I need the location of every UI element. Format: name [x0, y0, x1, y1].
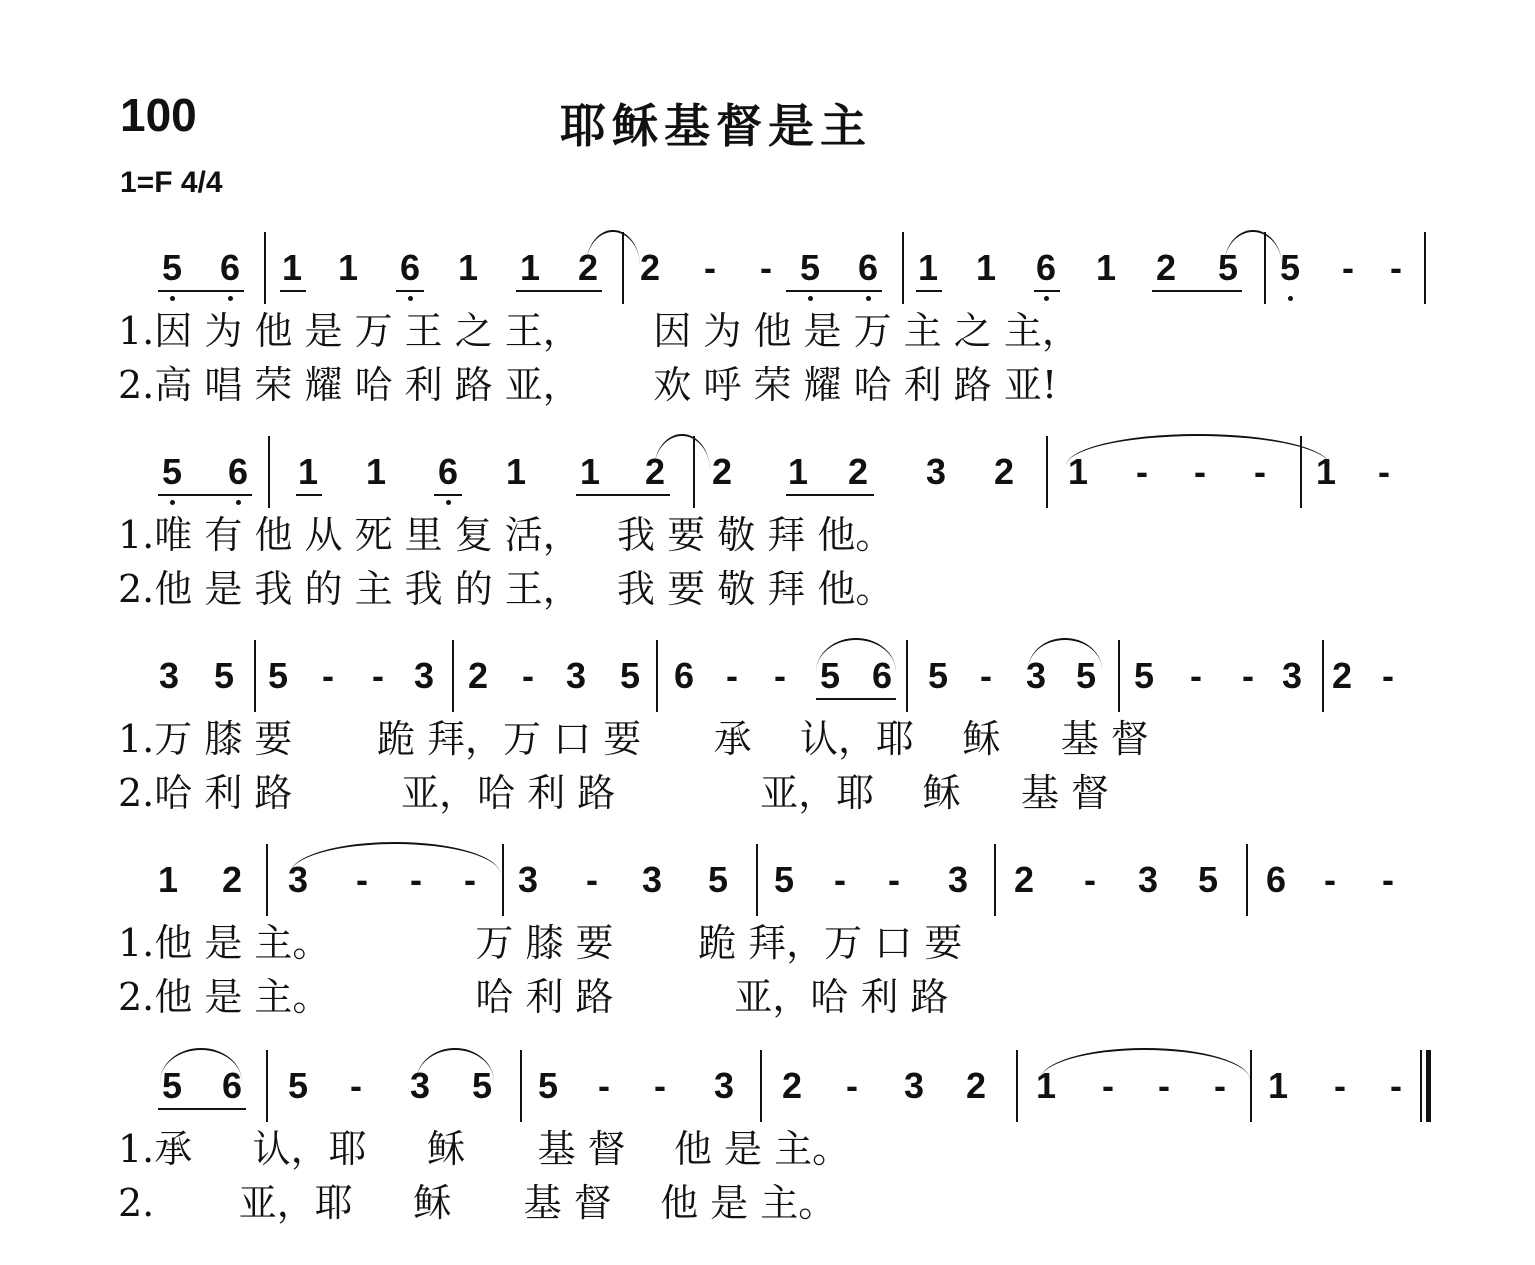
hold-dash: - — [654, 1065, 666, 1106]
tie-arc — [1066, 434, 1330, 466]
bar-line — [656, 640, 658, 712]
hold-dash: - — [356, 859, 368, 900]
lyric-verse-1: 1.因 为 他 是 万 王 之 王， 因 为 他 是 万 主 之 主， — [118, 309, 1080, 353]
octave-dot-below — [170, 500, 175, 505]
bar-line — [994, 844, 996, 916]
music-note: 5 — [213, 655, 235, 696]
music-note: 3 — [925, 451, 947, 492]
hold-dash: - — [888, 859, 900, 900]
hold-dash: - — [1254, 451, 1266, 492]
hold-dash: - — [1334, 1065, 1346, 1106]
beam-underline — [280, 290, 306, 292]
music-note: 2 — [1155, 247, 1177, 288]
music-note: 5 — [1279, 247, 1301, 288]
hold-dash: - — [410, 859, 422, 900]
tie-arc — [1224, 230, 1282, 266]
music-note: 1 — [787, 451, 809, 492]
tie-arc — [160, 1048, 242, 1082]
hold-dash: - — [464, 859, 476, 900]
lyric-verse-1: 1.他 是 主。 万 膝 要 跪 拜，万 口 要 — [118, 921, 963, 965]
music-note: 5 — [1133, 655, 1155, 696]
music-note: 1 — [1067, 451, 1089, 492]
bar-line — [1016, 1050, 1018, 1122]
music-note: 3 — [713, 1065, 735, 1106]
hold-dash: - — [522, 655, 534, 696]
hymn-number: 100 — [120, 89, 197, 141]
bar-line — [760, 1050, 762, 1122]
beam-underline — [158, 1108, 246, 1110]
bar-line — [264, 232, 266, 304]
hold-dash: - — [1390, 247, 1402, 288]
music-note: 5 — [1197, 859, 1219, 900]
music-note: 1 — [281, 247, 303, 288]
hold-dash: - — [834, 859, 846, 900]
lyric-verse-2: 2.哈 利 路 亚，哈 利 路 亚，耶 稣 基 督 — [118, 771, 1110, 815]
music-note: 3 — [517, 859, 539, 900]
bar-line — [520, 1050, 522, 1122]
music-note: 5 — [773, 859, 795, 900]
music-note: 5 — [819, 655, 841, 696]
tie-arc — [586, 230, 640, 266]
music-note: 1 — [917, 247, 939, 288]
beam-underline — [296, 494, 322, 496]
music-note: 3 — [903, 1065, 925, 1106]
bar-line — [266, 1050, 268, 1122]
octave-dot-below — [170, 296, 175, 301]
music-note: 2 — [1331, 655, 1353, 696]
music-note: 1 — [365, 451, 387, 492]
music-note: 5 — [287, 1065, 309, 1106]
hold-dash: - — [1158, 1065, 1170, 1106]
music-note: 1 — [337, 247, 359, 288]
music-note: 1 — [975, 247, 997, 288]
beam-underline — [396, 290, 424, 292]
music-note: 2 — [221, 859, 243, 900]
hold-dash: - — [1242, 655, 1254, 696]
beam-underline — [816, 698, 896, 700]
music-note: 2 — [711, 451, 733, 492]
beam-underline — [158, 290, 244, 292]
tie-arc — [654, 434, 710, 470]
music-note: 2 — [781, 1065, 803, 1106]
lyric-verse-1: 1.承 认，耶 稣 基 督 他 是 主。 — [118, 1127, 851, 1171]
hold-dash: - — [322, 655, 334, 696]
hold-dash: - — [760, 247, 772, 288]
music-note: 1 — [1267, 1065, 1289, 1106]
lyric-verse-1: 1.唯 有 他 从 死 里 复 活， 我 要 敬 拜 他。 — [118, 513, 894, 557]
bar-line — [756, 844, 758, 916]
beam-underline — [576, 494, 670, 496]
music-note: 6 — [1265, 859, 1287, 900]
lyric-verse-2: 2.他 是 主。 哈 利 路 亚，哈 利 路 — [118, 975, 949, 1019]
music-note: 1 — [1315, 451, 1337, 492]
music-note: 1 — [579, 451, 601, 492]
hold-dash: - — [1190, 655, 1202, 696]
music-note: 5 — [619, 655, 641, 696]
hold-dash: - — [1342, 247, 1354, 288]
key-signature: 1=F 4/4 — [120, 166, 223, 199]
lyric-verse-1: 1.万 膝 要 跪 拜，万 口 要 承 认，耶 稣 基 督 — [118, 717, 1149, 761]
music-note: 3 — [1137, 859, 1159, 900]
music-note: 3 — [1281, 655, 1303, 696]
music-note: 2 — [644, 451, 666, 492]
hold-dash: - — [1390, 1065, 1402, 1106]
octave-dot-below — [236, 500, 241, 505]
hold-dash: - — [372, 655, 384, 696]
octave-dot-below — [1044, 296, 1049, 301]
music-note: 3 — [641, 859, 663, 900]
music-note: 5 — [161, 1065, 183, 1106]
beam-underline — [786, 290, 882, 292]
music-note: 5 — [1217, 247, 1239, 288]
music-note: 6 — [673, 655, 695, 696]
music-note: 2 — [847, 451, 869, 492]
music-note: 3 — [413, 655, 435, 696]
hold-dash: - — [980, 655, 992, 696]
hold-dash: - — [1324, 859, 1336, 900]
music-note: 2 — [965, 1065, 987, 1106]
music-note: 3 — [947, 859, 969, 900]
music-note: 6 — [221, 1065, 243, 1106]
music-note: 2 — [639, 247, 661, 288]
music-note: 5 — [927, 655, 949, 696]
hold-dash: - — [1194, 451, 1206, 492]
bar-line — [1322, 640, 1324, 712]
music-note: 6 — [219, 247, 241, 288]
music-note: 6 — [1035, 247, 1057, 288]
hold-dash: - — [1382, 859, 1394, 900]
beam-underline — [786, 494, 874, 496]
bar-line — [452, 640, 454, 712]
music-note: 1 — [1035, 1065, 1057, 1106]
music-note: 6 — [399, 247, 421, 288]
octave-dot-below — [446, 500, 451, 505]
hold-dash: - — [1136, 451, 1148, 492]
octave-dot-below — [408, 296, 413, 301]
music-note: 6 — [857, 247, 879, 288]
music-note: 1 — [519, 247, 541, 288]
music-note: 3 — [158, 655, 180, 696]
music-note: 2 — [993, 451, 1015, 492]
tie-arc — [1028, 638, 1102, 670]
hold-dash: - — [846, 1065, 858, 1106]
bar-line — [902, 232, 904, 304]
beam-underline — [158, 494, 252, 496]
hold-dash: - — [1084, 859, 1096, 900]
bar-line — [1424, 232, 1426, 304]
octave-dot-below — [1288, 296, 1293, 301]
music-note: 1 — [457, 247, 479, 288]
music-note: 5 — [161, 247, 183, 288]
octave-dot-below — [866, 296, 871, 301]
beam-underline — [1034, 290, 1060, 292]
music-note: 3 — [565, 655, 587, 696]
music-note: 5 — [161, 451, 183, 492]
bar-line — [906, 640, 908, 712]
beam-underline — [516, 290, 602, 292]
music-note: 5 — [537, 1065, 559, 1106]
bar-line — [1250, 1050, 1252, 1122]
music-note: 6 — [437, 451, 459, 492]
music-note: 3 — [1025, 655, 1047, 696]
music-note: 1 — [297, 451, 319, 492]
bar-line — [254, 640, 256, 712]
music-note: 1 — [505, 451, 527, 492]
tie-arc — [290, 842, 500, 874]
music-note: 5 — [707, 859, 729, 900]
music-note: 2 — [467, 655, 489, 696]
hold-dash: - — [1102, 1065, 1114, 1106]
tie-arc — [416, 1048, 494, 1082]
lyric-verse-2: 2.高 唱 荣 耀 哈 利 路 亚， 欢 呼 荣 耀 哈 利 路 亚! — [118, 363, 1058, 407]
music-note: 2 — [1013, 859, 1035, 900]
bar-line — [502, 844, 504, 916]
music-note: 5 — [1075, 655, 1097, 696]
hold-dash: - — [598, 1065, 610, 1106]
bar-line — [266, 844, 268, 916]
beam-underline — [434, 494, 462, 496]
final-double-bar — [1420, 1050, 1431, 1122]
bar-line — [1246, 844, 1248, 916]
octave-dot-below — [808, 296, 813, 301]
hold-dash: - — [726, 655, 738, 696]
lyric-verse-2: 2. 亚，耶 稣 基 督 他 是 主。 — [118, 1181, 837, 1225]
hold-dash: - — [1382, 655, 1394, 696]
hold-dash: - — [1378, 451, 1390, 492]
hold-dash: - — [1214, 1065, 1226, 1106]
bar-line — [268, 436, 270, 508]
bar-line — [1118, 640, 1120, 712]
hold-dash: - — [350, 1065, 362, 1106]
music-note: 5 — [267, 655, 289, 696]
beam-underline — [916, 290, 942, 292]
music-note: 5 — [471, 1065, 493, 1106]
music-note: 2 — [577, 247, 599, 288]
hold-dash: - — [704, 247, 716, 288]
music-note: 3 — [287, 859, 309, 900]
music-note: 5 — [799, 247, 821, 288]
music-note: 6 — [871, 655, 893, 696]
hold-dash: - — [774, 655, 786, 696]
tie-arc — [816, 638, 896, 672]
music-note: 6 — [227, 451, 249, 492]
music-note: 1 — [157, 859, 179, 900]
lyric-verse-2: 2.他 是 我 的 主 我 的 王， 我 要 敬 拜 他。 — [118, 567, 894, 611]
hymn-title: 耶稣基督是主 — [560, 99, 872, 153]
bar-line — [1046, 436, 1048, 508]
music-note: 3 — [409, 1065, 431, 1106]
octave-dot-below — [228, 296, 233, 301]
beam-underline — [1152, 290, 1242, 292]
hold-dash: - — [586, 859, 598, 900]
tie-arc — [1040, 1048, 1250, 1080]
music-note: 1 — [1095, 247, 1117, 288]
